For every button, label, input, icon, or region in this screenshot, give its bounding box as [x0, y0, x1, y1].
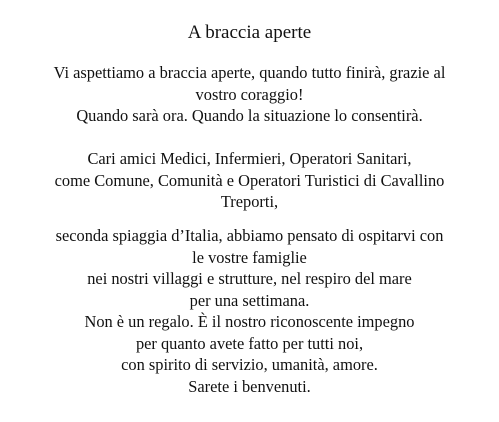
- text-line: le vostre famiglie: [192, 247, 307, 267]
- text-line: seconda spiaggia d’Italia, abbiamo pensato di ospitarvi con: [55, 226, 444, 245]
- text-line: Cari amici Medici, Infermieri, Operatori Sanitari,: [87, 149, 412, 168]
- paragraph-greeting: [20, 148, 479, 213]
- text-line: per una settimana.: [189, 290, 310, 310]
- text-line: Treporti,: [220, 192, 279, 211]
- text-line: con spirito di servizio, umanità, amore.: [121, 355, 378, 374]
- text-line: nei nostri villaggi e strutture, nel respiro del mare: [87, 269, 412, 288]
- text-line: Quando sarà ora. Quando la situazione lo consentirà.: [76, 106, 423, 125]
- text-line: per quanto avete fatto per tutti noi,: [135, 333, 364, 353]
- letter-title: A braccia aperte: [187, 22, 312, 43]
- text-line: vostro coraggio!: [195, 84, 304, 104]
- paragraph-offer: [20, 225, 479, 397]
- text-line: come Comune, Comunità e Operatori Turistici di Cavallino: [54, 170, 445, 190]
- text-line: Vi aspettiamo a braccia aperte, quando tutto finirà, grazie al: [53, 63, 446, 82]
- paragraph-welcome: [20, 62, 479, 127]
- text-line: Non è un regalo. È il nostro riconoscente impegno: [84, 312, 415, 331]
- text-line: Sarete i benvenuti.: [188, 376, 311, 396]
